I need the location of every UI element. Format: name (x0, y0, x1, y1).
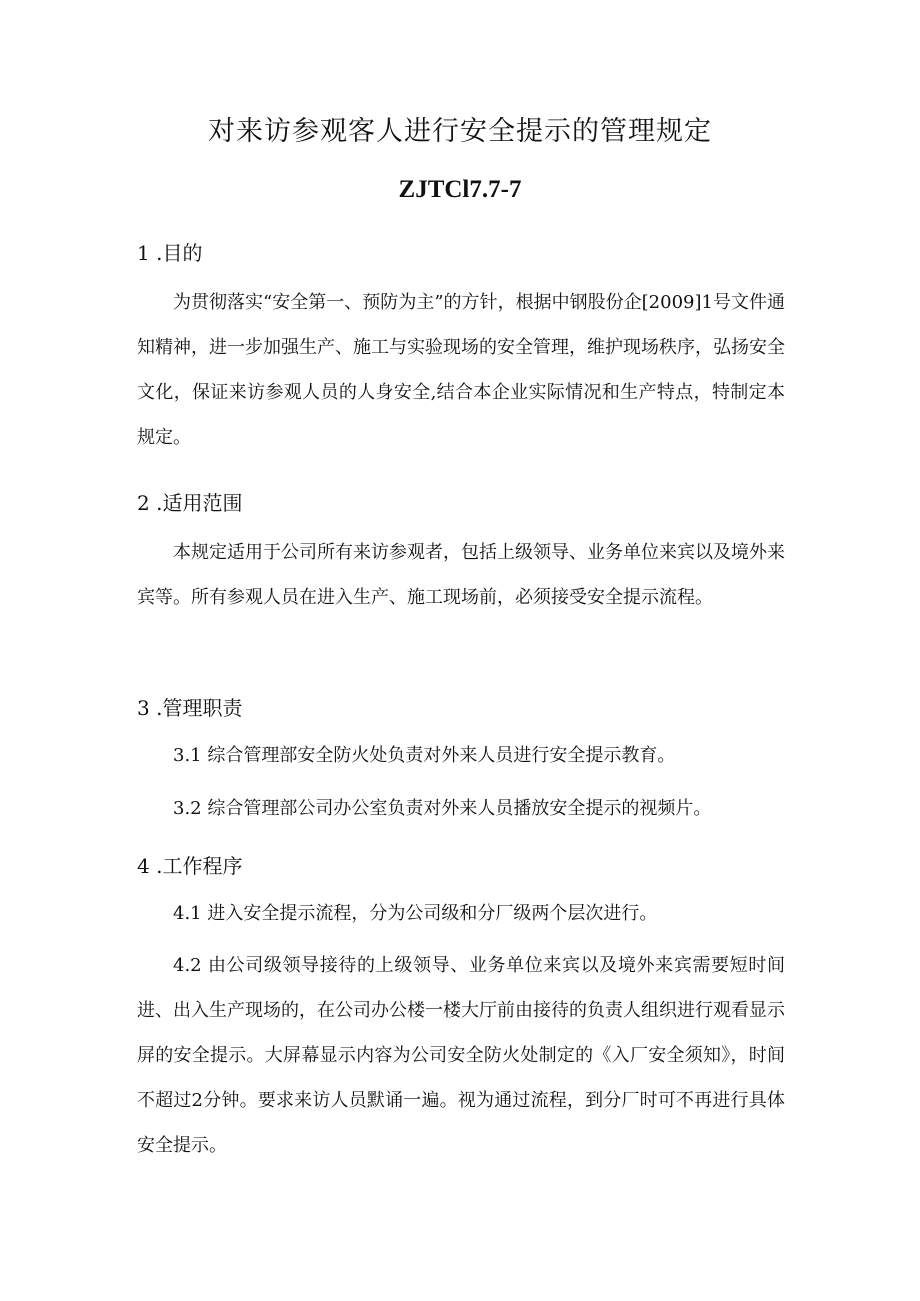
responsibility-item-3-1: 3.1 综合管理部安全防火处负责对外来人员进行安全提示教育。 (173, 745, 676, 766)
responsibility-item-3-2: 3.2 综合管理部公司办公室负责对外来人员播放安全提示的视频片。 (173, 798, 712, 819)
section-heading-procedure: 4 .工作程序 (137, 854, 243, 878)
document-title: 对来访参观客人进行安全提示的管理规定 (208, 116, 712, 147)
section-heading-purpose: 1 .目的 (137, 241, 203, 265)
section-heading-responsibilities: 3 .管理职责 (137, 696, 243, 720)
procedure-item-4-2: 4.2 由公司级领导接待的上级领导、业务单位来宾以及境外来宾需要短时间进、出入生产现场的，在公司办公楼一楼大厅前由接待的负责人组织进行观看显示屏的安全提示。大屏幕显示内容为公司安全防火处制定的《入厂安全须知》，时间不超过2分钟。要求来访人员默诵一遍。视为通过流程，到分厂时可不再进行具体安全提示。 (137, 955, 785, 1156)
procedure-item-4-1: 4.1 进入安全提示流程，分为公司级和分厂级两个层次进行。 (173, 903, 658, 924)
section-heading-scope: 2 .适用范围 (137, 491, 243, 515)
document-code: ZJTCl7.7-7 (398, 176, 522, 203)
section-paragraph-scope: 本规定适用于公司所有来访参观者，包括上级领导、业务单位来宾以及境外来宾等。所有参观人员在进入生产、施工现场前，必须接受安全提示流程。 (137, 542, 785, 608)
section-paragraph-purpose: 为贯彻落实“安全第一、预防为主”的方针，根据中钢股份企[2009]1号文件通知精神，进一步加强生产、施工与实验现场的安全管理，维护现场秩序，弘扬安全文化，保证来访参观人员的人身安全,结合本企业实际情况和生产特点，特制定本规定。 (137, 292, 785, 448)
